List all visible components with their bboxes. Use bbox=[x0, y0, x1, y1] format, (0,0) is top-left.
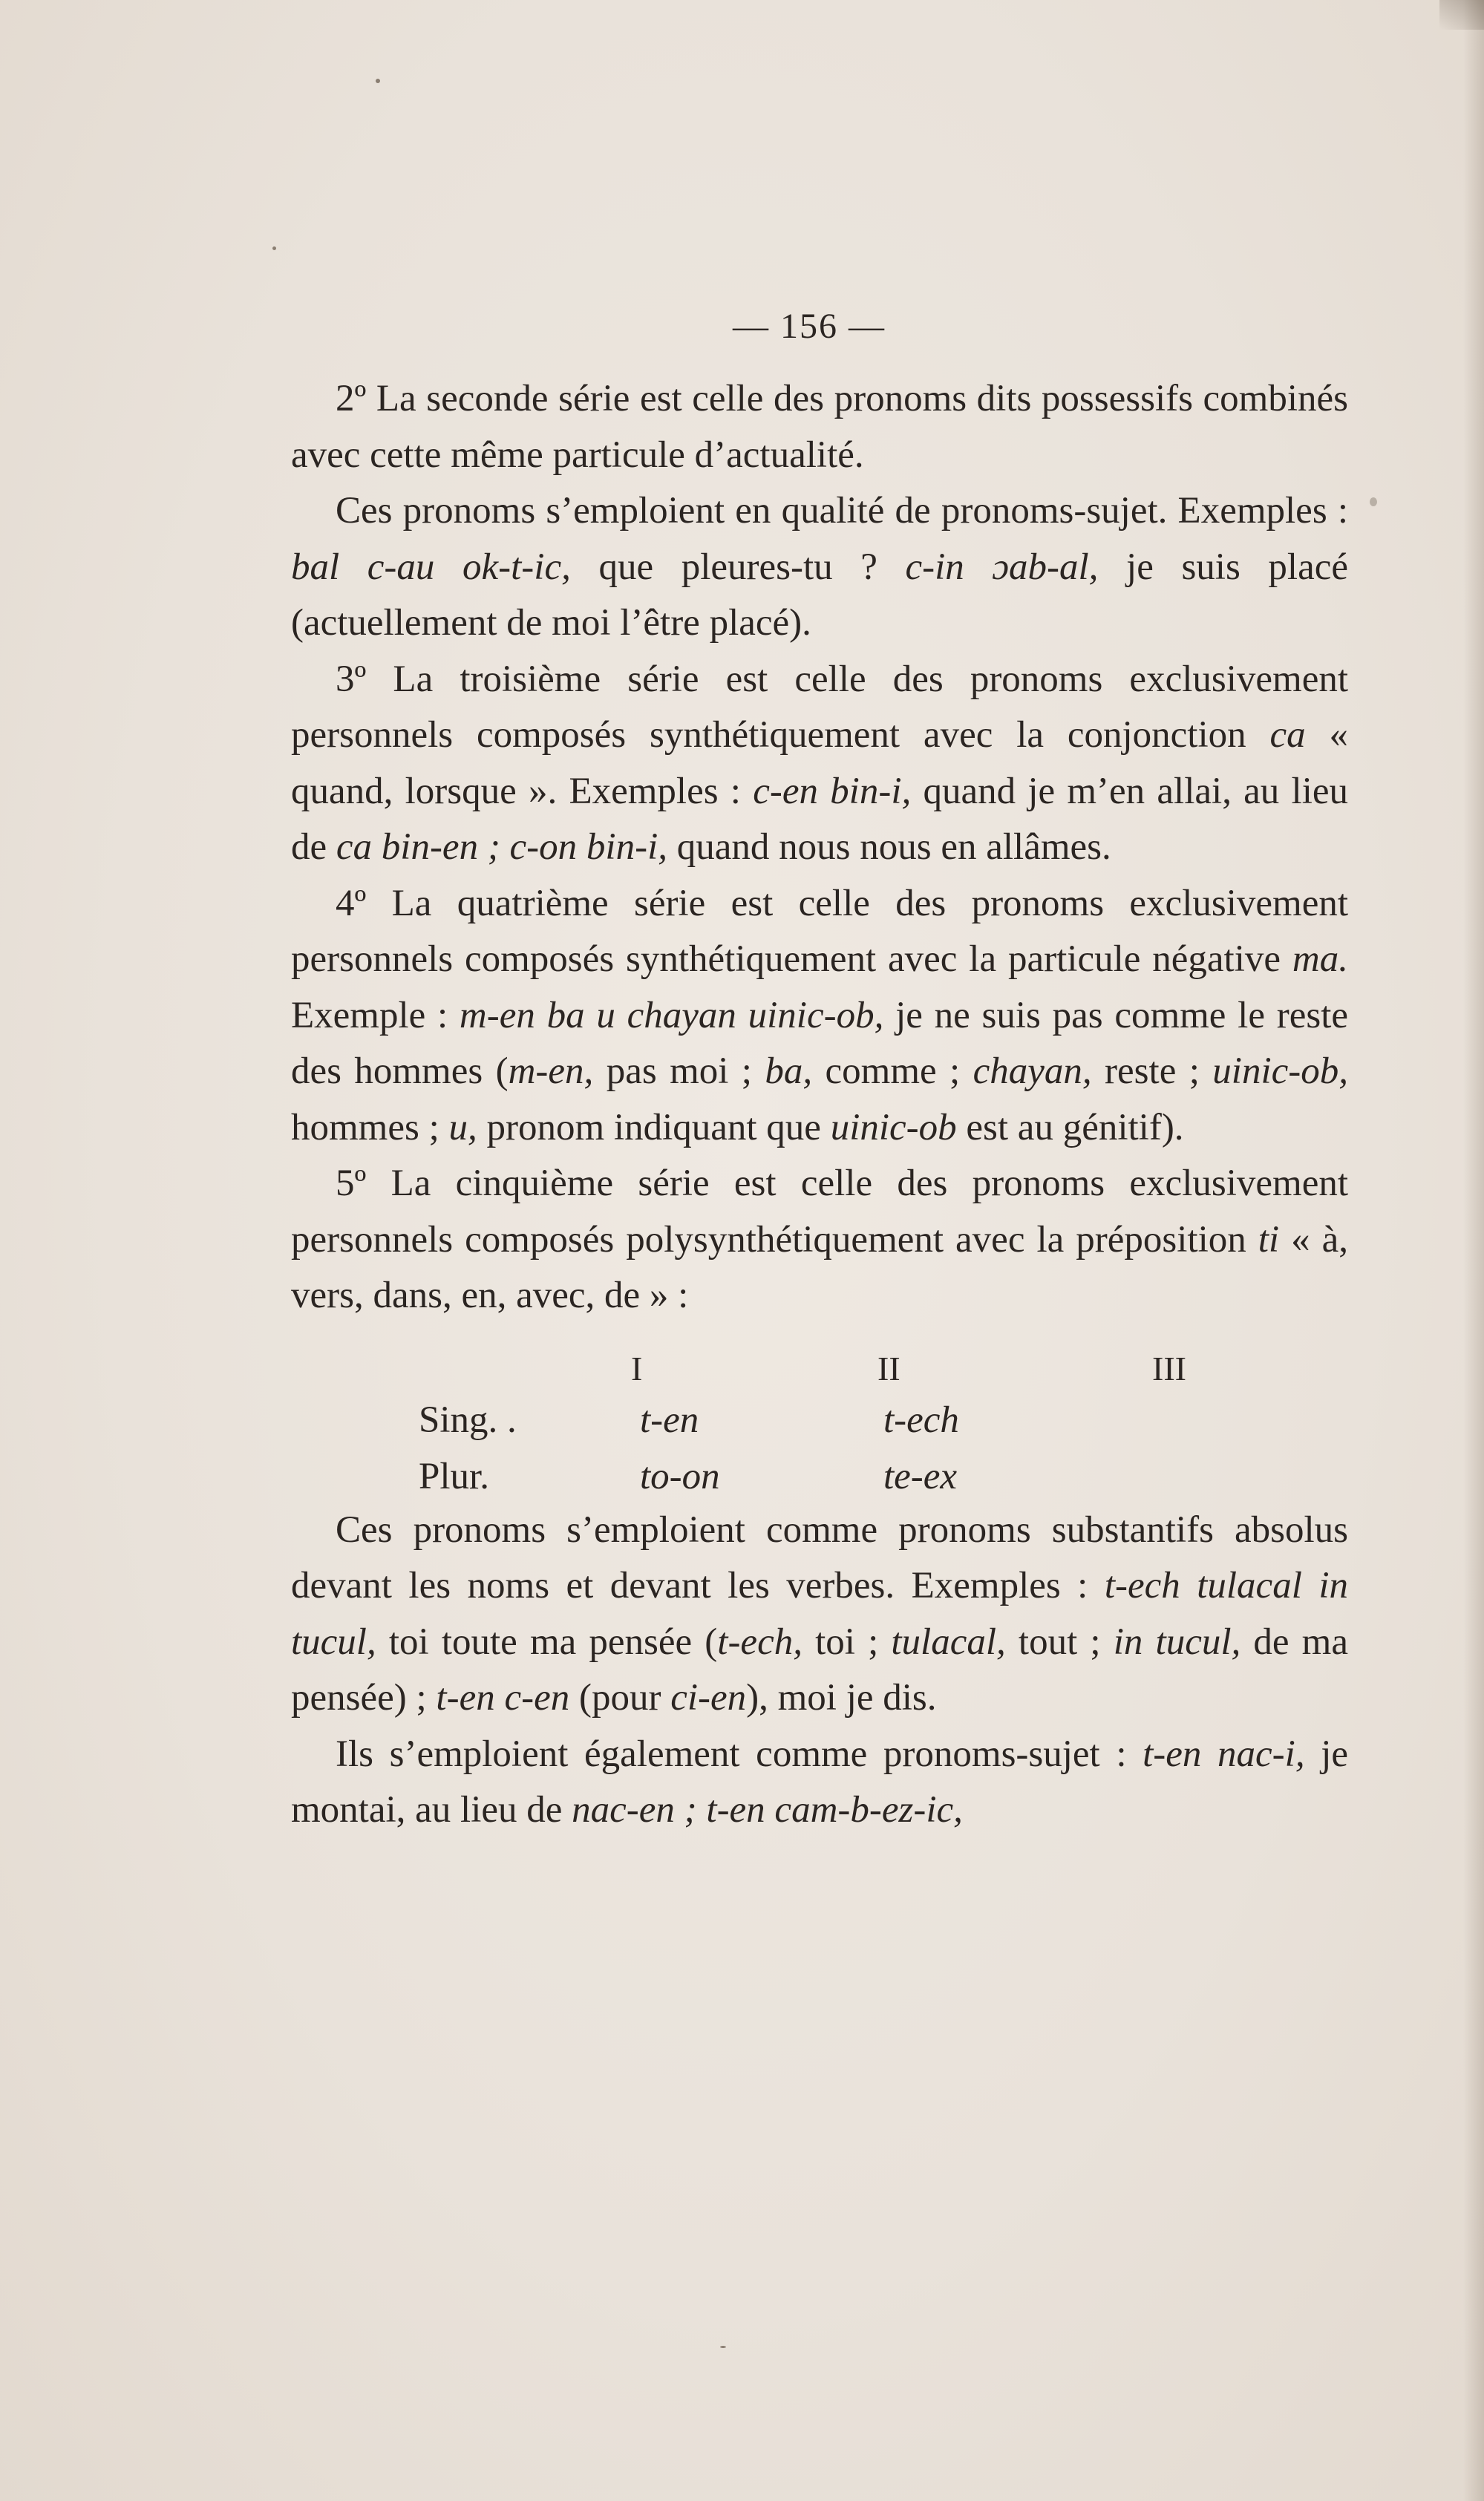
maya-term: ca bbox=[1269, 714, 1306, 756]
paper-speck bbox=[272, 246, 276, 250]
text-run: « quand, lorsque ». Exemples : bbox=[291, 714, 1348, 812]
text-run: toi ; bbox=[802, 1621, 892, 1663]
table-col-header-1: I bbox=[631, 1349, 643, 1387]
text-run: 4º La quatrième série est celle des pronoms exclusivement personnels composés synthétiquement avec la particule négative bbox=[291, 882, 1348, 980]
text-run: Ces pronoms s’emploient comme pronoms substantifs absolus devant les noms et devant les verbes. Exemples : bbox=[291, 1508, 1348, 1606]
text-run: je montai, au lieu de bbox=[291, 1733, 1349, 1831]
text-run: toi toute ma pensée ( bbox=[376, 1621, 718, 1663]
text-run: quand je m’en allai, au lieu de bbox=[291, 770, 1349, 868]
text-run: que pleures-tu ? bbox=[570, 546, 906, 588]
maya-term: t-ech, bbox=[717, 1621, 803, 1663]
body-text bbox=[291, 371, 1348, 1839]
maya-term: nac-en ; t-en cam-b-ez-ic, bbox=[572, 1789, 963, 1831]
maya-term: chayan, bbox=[973, 1050, 1092, 1092]
maya-term: bal c-au ok-t-ic, bbox=[291, 546, 571, 588]
maya-term: c-in ɔab-al, bbox=[905, 546, 1099, 588]
maya-term: ca bin-en ; c-on bin-i, bbox=[336, 826, 667, 868]
page-edge-shadow bbox=[1463, 0, 1484, 2501]
table-cell-plur-2: te-ex bbox=[883, 1455, 958, 1497]
paragraph-3rd-series bbox=[291, 652, 1348, 876]
maya-term: t-en nac-i, bbox=[1143, 1733, 1305, 1775]
maya-term: in tucul, bbox=[1113, 1621, 1241, 1663]
text-run: pronom indiquant que bbox=[477, 1106, 831, 1148]
table-row-label-sing: Sing. . bbox=[419, 1399, 517, 1441]
maya-term: m-en, bbox=[508, 1050, 594, 1092]
maya-term: uinic-ob bbox=[830, 1106, 957, 1148]
maya-term: ma. bbox=[1292, 938, 1348, 980]
paper-speck bbox=[376, 79, 380, 83]
paper-speck bbox=[720, 2346, 726, 2348]
paragraph-4th-series bbox=[291, 876, 1348, 1157]
paper-speck bbox=[1370, 497, 1377, 506]
table-col-header-2: II bbox=[877, 1349, 900, 1387]
maya-term: m-en ba u chayan uinic-ob, bbox=[459, 994, 884, 1036]
pronoun-table bbox=[291, 1324, 1348, 1503]
text-run: 3º La troisième série est celle des pronoms exclusivement personnels composés synthétiquement avec la conjonction bbox=[291, 658, 1348, 756]
text-run: comme ; bbox=[812, 1050, 973, 1092]
text-run: pas moi ; bbox=[593, 1050, 765, 1092]
maya-term: uinic-ob, bbox=[1212, 1050, 1349, 1092]
maya-term: c-en bin-i, bbox=[753, 770, 912, 812]
text-run: 5º La cinquième série est celle des pronoms exclusivement personnels composés polysynthétiquement avec la préposition bbox=[291, 1163, 1348, 1261]
maya-term: t-ech tulacal in tucul, bbox=[291, 1565, 1348, 1663]
text-run: de ma pensée) ; bbox=[291, 1621, 1348, 1719]
text-run: hommes ; bbox=[291, 1106, 449, 1148]
table-cell-sing-2: t-ech bbox=[883, 1399, 959, 1441]
text-run: (pour bbox=[569, 1677, 671, 1719]
text-run: je suis placé (actuellement de moi l’être placé). bbox=[291, 546, 1348, 644]
paragraph-2nd-series bbox=[291, 371, 1348, 483]
table-cell-plur-1: to-on bbox=[640, 1455, 720, 1497]
text-run: je ne suis pas comme le reste des hommes ( bbox=[291, 994, 1348, 1092]
maya-term: t-en c-en bbox=[436, 1677, 570, 1719]
text-run: quand nous nous en allâmes. bbox=[667, 826, 1111, 868]
text-run: tout ; bbox=[1005, 1621, 1114, 1663]
maya-term: u, bbox=[448, 1106, 477, 1148]
text-run: reste ; bbox=[1091, 1050, 1213, 1092]
table-row-label-plur: Plur. bbox=[419, 1455, 489, 1497]
maya-term: tulacal, bbox=[891, 1621, 1006, 1663]
paragraph-pronoms-sujet-2 bbox=[291, 1727, 1348, 1839]
table-cell-sing-1: t-en bbox=[640, 1399, 699, 1441]
maya-term: ci-en bbox=[670, 1677, 747, 1719]
paragraph-5th-series bbox=[291, 1156, 1348, 1324]
text-run: est au génitif). bbox=[956, 1106, 1184, 1148]
text-run: Ces pronoms s’emploient en qualité de pronoms-sujet. Exemples : bbox=[336, 490, 1348, 532]
text-run: Exemple : bbox=[291, 994, 460, 1036]
page-number: — 156 — bbox=[733, 307, 886, 346]
paragraph-examples-pronoms-sujet bbox=[291, 483, 1348, 652]
page-corner-shadow bbox=[1439, 0, 1484, 30]
text-run: ), moi je dis. bbox=[746, 1677, 937, 1719]
text-run: Ils s’emploient également comme pronoms-sujet : bbox=[336, 1733, 1143, 1775]
table-col-header-3: III bbox=[1152, 1349, 1186, 1387]
paragraph-substantifs bbox=[291, 1503, 1348, 1727]
text-run: 2º La seconde série est celle des pronoms dits possessifs combinés avec cette même particule d’actualité. bbox=[291, 378, 1348, 476]
maya-term: ba, bbox=[765, 1050, 813, 1092]
text-run: « à, vers, dans, en, avec, de » : bbox=[291, 1218, 1349, 1316]
maya-term: ti bbox=[1258, 1218, 1280, 1261]
